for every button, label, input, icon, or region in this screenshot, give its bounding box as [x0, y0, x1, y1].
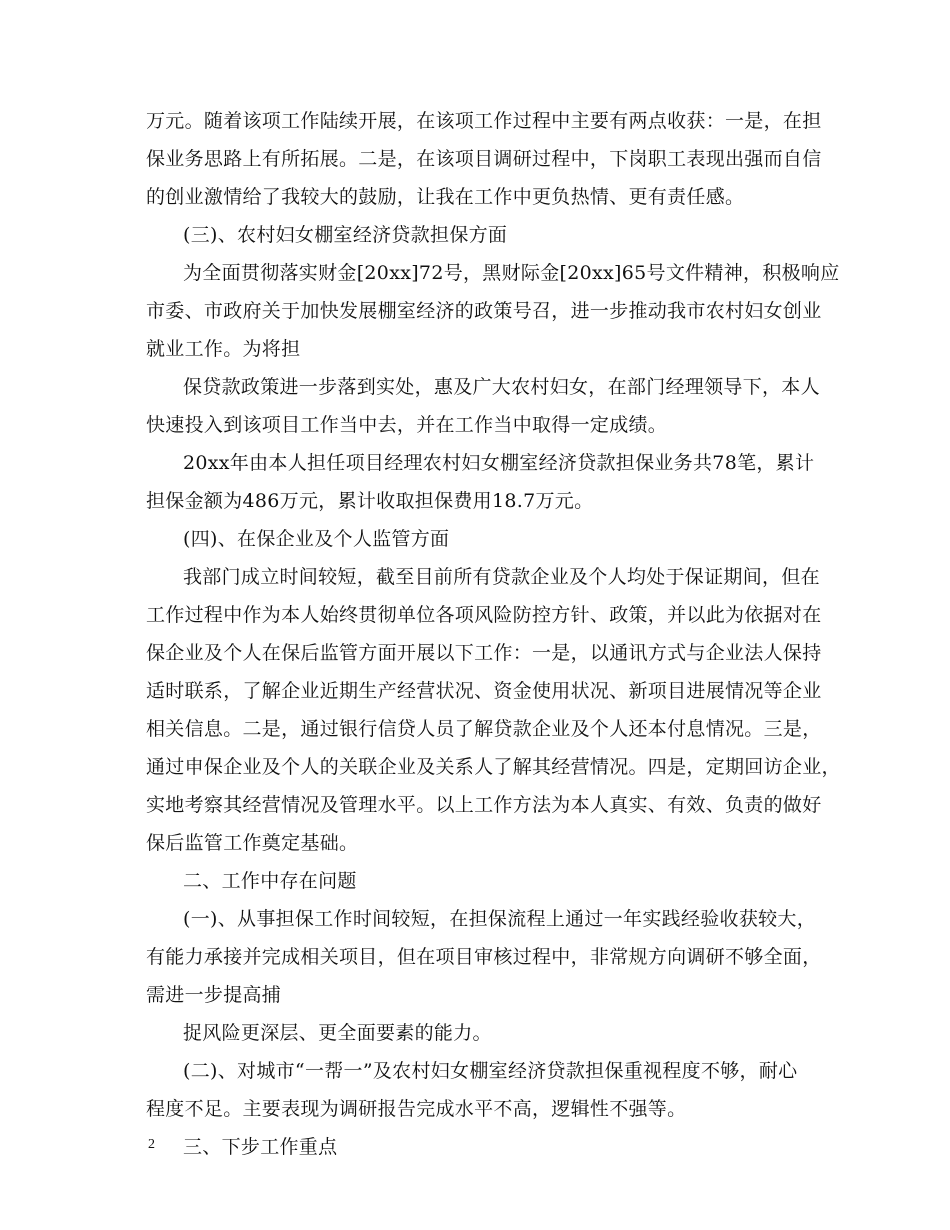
text-line: (二)、对城市“一帮一”及农村妇女棚室经济贷款担保重视程度不够，耐心	[183, 1060, 798, 1082]
section-heading: (三)、农村妇女棚室经济贷款担保方面	[183, 224, 508, 246]
text-line: 万元。随着该项工作陆续开展，在该项工作过程中主要有两点收获：一是，在担	[146, 110, 822, 132]
text-line: 保后监管工作奠定基础。	[146, 832, 359, 854]
text-line: 捉风险更深层、更全面要素的能力。	[183, 1022, 492, 1044]
section-heading: (四)、在保企业及个人监管方面	[183, 528, 450, 550]
text-line: (一)、从事担保工作时间较短，在担保流程上通过一年实践经验收获较大，	[183, 908, 817, 930]
text-line: 工作过程中作为本人始终贯彻单位各项风险防控方针、政策，并以此为依据对在	[146, 604, 822, 626]
text-line: 适时联系，了解企业近期生产经营状况、资金使用状况、新项目进展情况等企业	[146, 680, 822, 702]
text-line: 快速投入到该项目工作当中去，并在工作当中取得一定成绩。	[146, 414, 668, 436]
text-line: 相关信息。二是，通过银行信贷人员了解贷款企业及个人还本付息情况。三是，	[146, 718, 822, 740]
section-heading: 二、工作中存在问题	[183, 870, 357, 892]
text-line: 程度不足。主要表现为调研报告完成水平不高，逻辑性不强等。	[146, 1098, 687, 1120]
text-line: 的创业激情给了我较大的鼓励，让我在工作中更负热情、更有责任感。	[146, 186, 745, 208]
text-line: 需进一步提高捕	[146, 984, 282, 1006]
text-line: 实地考察其经营情况及管理水平。以上工作方法为本人真实、有效、负责的做好	[146, 794, 822, 816]
text-line: 保业务思路上有所拓展。二是，在该项目调研过程中，下岗职工表现出强而自信	[146, 148, 822, 170]
text-line: 保贷款政策进一步落到实处，惠及广大农村妇女，在部门经理领导下，本人	[183, 376, 820, 398]
section-heading: 三、下步工作重点	[183, 1136, 338, 1158]
text-line: 我部门成立时间较短，截至目前所有贷款企业及个人均处于保证期间，但在	[183, 566, 820, 588]
text-line: 就业工作。为将担	[146, 338, 301, 360]
text-line: 为全面贯彻落实财金[20xx]72号，黑财际金[20xx]65号文件精神，积极响应	[183, 262, 840, 284]
text-line: 保企业及个人在保后监管方面开展以下工作：一是，以通讯方式与企业法人保持	[146, 642, 822, 664]
text-line: 20xx年由本人担任项目经理农村妇女棚室经济贷款担保业务共78笔，累计	[183, 452, 815, 474]
page-number: 2	[148, 1137, 155, 1152]
text-line: 通过申保企业及个人的关联企业及关系人了解其经营情况。四是，定期回访企业，	[146, 756, 841, 778]
text-line: 担保金额为486万元，累计收取担保费用18.7万元。	[146, 490, 594, 512]
text-line: 市委、市政府关于加快发展棚室经济的政策号召，进一步推动我市农村妇女创业	[146, 300, 822, 322]
text-line: 有能力承接并完成相关项目，但在项目审核过程中，非常规方向调研不够全面，	[146, 946, 822, 968]
